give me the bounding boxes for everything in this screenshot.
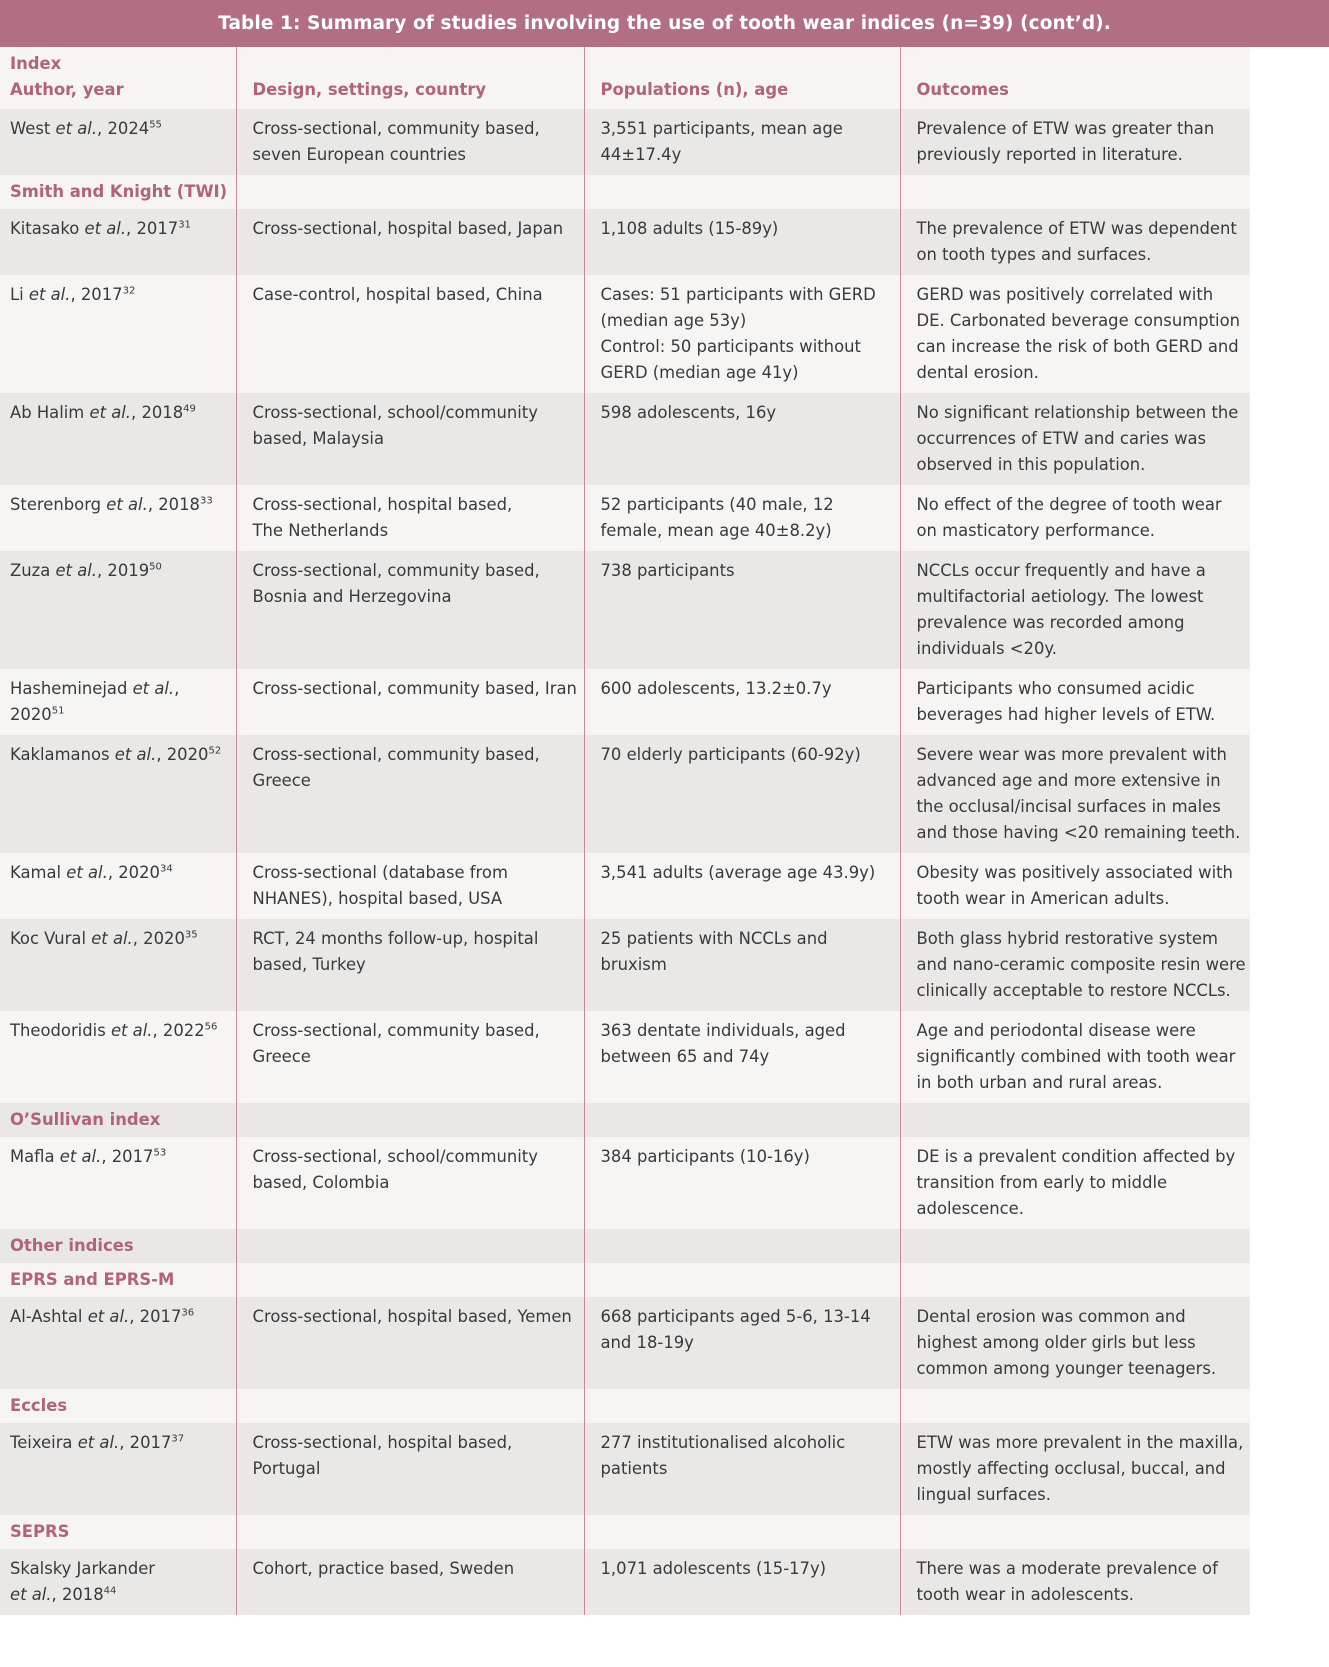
- table-row: [0, 209, 1250, 275]
- table-row: [0, 1011, 1250, 1103]
- population-text: 3,541 adults (average age 43.9y): [600, 863, 876, 882]
- section-row: [0, 1103, 1250, 1137]
- section-label: O’Sullivan index: [10, 1110, 161, 1129]
- design-cell: [236, 1137, 584, 1229]
- outcome-text: DE is a prevalent condition affected by transition from early to middle adolescence.: [916, 1147, 1236, 1218]
- et-al: et al.: [23, 285, 71, 304]
- section-label: EPRS and EPRS-M: [10, 1270, 175, 1289]
- design-text: Cross-sectional, school/community based, Colombia: [252, 1147, 538, 1192]
- population-cell: [584, 1137, 900, 1229]
- author-name: Skalsky Jarkander: [10, 1559, 156, 1578]
- empty-cell: [236, 1515, 584, 1549]
- publication-year: , 2022: [152, 1021, 205, 1040]
- outcome-text: ETW was more prevalent in the maxilla, mostly affecting occlusal, buccal, and lingual surfaces.: [916, 1433, 1244, 1504]
- section-label: Smith and Knight (TWI): [10, 182, 228, 201]
- table-row: [0, 669, 1250, 735]
- design-text: Cross-sectional, community based, Iran: [252, 679, 577, 698]
- outcome-text: NCCLs occur frequently and have a multifactorial aetiology. The lowest prevalence was recorded among individuals <20y.: [916, 561, 1206, 658]
- table-row: [0, 1549, 1250, 1615]
- et-al: et al.: [54, 1147, 102, 1166]
- author-year-cell: [0, 109, 236, 175]
- et-al: et al.: [72, 1433, 120, 1452]
- author-name: Teixeira: [10, 1433, 73, 1452]
- population-cell: [584, 1297, 900, 1389]
- reference-number: 35: [184, 929, 198, 941]
- population-cell: [584, 393, 900, 485]
- empty-cell: [236, 1229, 584, 1263]
- publication-year: , 2017: [101, 1147, 154, 1166]
- et-al: et al.: [109, 745, 157, 764]
- design-text: Cross-sectional (database from NHANES), hospital based, USA: [252, 863, 508, 908]
- author-year-cell: [0, 1011, 236, 1103]
- population-text: 1,108 adults (15-89y): [600, 219, 779, 238]
- design-text: Cross-sectional, school/community based, Malaysia: [252, 403, 538, 448]
- design-text: Cohort, practice based, Sweden: [252, 1559, 515, 1578]
- table-row: [0, 485, 1250, 551]
- author-year-cell: [0, 669, 236, 735]
- population-cell: [584, 853, 900, 919]
- section-label-cell: [0, 1263, 236, 1297]
- author-name: Kaklamanos: [10, 745, 110, 764]
- design-cell: [236, 1423, 584, 1515]
- table-row: [0, 853, 1250, 919]
- design-cell: [236, 1011, 584, 1103]
- table-row: [0, 393, 1250, 485]
- population-cell: [584, 275, 900, 393]
- publication-year: , 2018: [51, 1585, 104, 1604]
- design-cell: [236, 275, 584, 393]
- section-label: SEPRS: [10, 1522, 70, 1541]
- design-text: Cross-sectional, hospital based, Yemen: [252, 1307, 572, 1326]
- section-label: Eccles: [10, 1396, 68, 1415]
- population-cell: [584, 735, 900, 853]
- population-text: 52 participants (40 male, 12 female, mean age 40±8.2y): [600, 495, 834, 540]
- population-cell: [584, 919, 900, 1011]
- publication-year: , 2017: [70, 285, 123, 304]
- design-cell: [236, 109, 584, 175]
- outcome-text: No significant relationship between the occurrences of ETW and caries was observed in this population.: [916, 403, 1239, 474]
- empty-cell: [900, 1515, 1250, 1549]
- reference-number: 56: [204, 1021, 218, 1033]
- et-al: et al.: [79, 219, 127, 238]
- publication-year: , 2017: [126, 219, 179, 238]
- publication-year: , 2020: [10, 679, 180, 724]
- et-al: et al.: [127, 679, 175, 698]
- author-year-cell: [0, 551, 236, 669]
- population-text: 70 elderly participants (60-92y): [600, 745, 861, 764]
- design-cell: [236, 1549, 584, 1615]
- population-cell: [584, 1549, 900, 1615]
- design-cell: [236, 393, 584, 485]
- author-name: Kitasako: [10, 219, 80, 238]
- author-year-cell: [0, 919, 236, 1011]
- population-cell: [584, 485, 900, 551]
- outcome-text: GERD was positively correlated with DE. Carbonated beverage consumption can increase the risk of both GERD and dental erosion.: [916, 285, 1240, 382]
- design-text: Cross-sectional, community based, Bosnia and Herzegovina: [252, 561, 540, 606]
- reference-number: 50: [149, 561, 162, 573]
- author-year-cell: [0, 1137, 236, 1229]
- outcome-cell: [900, 209, 1250, 275]
- author-year-cell: [0, 1297, 236, 1389]
- author-year-cell: [0, 1423, 236, 1515]
- et-al: et al.: [50, 561, 98, 580]
- et-al: et al.: [10, 1585, 52, 1604]
- population-text: 3,551 participants, mean age 44±17.4y: [600, 119, 843, 164]
- empty-cell: [900, 1229, 1250, 1263]
- author-name: Theodoridis: [10, 1021, 106, 1040]
- population-text: 384 participants (10-16y): [600, 1147, 810, 1166]
- population-text: 1,071 adolescents (15-17y): [600, 1559, 827, 1578]
- population-text: Cases: 51 participants with GERD (median age 53y): [600, 285, 876, 330]
- section-label: Other indices: [10, 1236, 134, 1255]
- design-text-line2: The Netherlands: [252, 521, 389, 540]
- table-body: [0, 109, 1250, 1615]
- population-text: 363 dentate individuals, aged between 65 and 74y: [600, 1021, 846, 1066]
- author-name: Ab Halim: [10, 403, 85, 422]
- empty-cell: [584, 1389, 900, 1423]
- design-text: Cross-sectional, hospital based, Portugal: [252, 1433, 513, 1478]
- table-row: [0, 275, 1250, 393]
- outcome-text: No effect of the degree of tooth wear on masticatory performance.: [916, 495, 1222, 540]
- outcome-cell: [900, 669, 1250, 735]
- author-year-cell: [0, 275, 236, 393]
- outcome-cell: [900, 1549, 1250, 1615]
- section-label-cell: [0, 1389, 236, 1423]
- empty-cell: [236, 1263, 584, 1297]
- population-cell: [584, 209, 900, 275]
- table-row: [0, 919, 1250, 1011]
- population-cell: [584, 109, 900, 175]
- design-text: Cross-sectional, community based, seven European countries: [252, 119, 540, 164]
- design-text: Case-control, hospital based, China: [252, 285, 543, 304]
- author-name: Zuza: [10, 561, 51, 580]
- outcome-text: The prevalence of ETW was dependent on tooth types and surfaces.: [916, 219, 1237, 264]
- outcome-cell: [900, 551, 1250, 669]
- header-col1-label: Author, year: [10, 80, 124, 99]
- population-text-line2: Control: 50 participants without GERD (median age 41y): [600, 337, 861, 382]
- publication-year: , 2018: [147, 495, 200, 514]
- population-text: 598 adolescents, 16y: [600, 403, 777, 422]
- et-al: et al.: [82, 1307, 130, 1326]
- author-year-cell: [0, 393, 236, 485]
- population-cell: [584, 1423, 900, 1515]
- author-year-cell: [0, 735, 236, 853]
- population-text: 738 participants: [600, 561, 735, 580]
- outcome-text: Obesity was positively associated with tooth wear in American adults.: [916, 863, 1233, 908]
- reference-number: 33: [199, 495, 213, 507]
- author-name: Koc Vural: [10, 929, 87, 948]
- outcome-cell: [900, 919, 1250, 1011]
- reference-number: 55: [149, 119, 162, 131]
- reference-number: 31: [178, 219, 191, 231]
- author-year-cell: [0, 485, 236, 551]
- table-header-row: [0, 47, 1250, 109]
- publication-year: , 2017: [119, 1433, 172, 1452]
- population-text: 668 participants aged 5-6, 13-14 and 18-19y: [600, 1307, 871, 1352]
- header-index-label: Index: [10, 54, 62, 73]
- empty-cell: [900, 1103, 1250, 1137]
- population-cell: [584, 1011, 900, 1103]
- outcome-cell: [900, 1423, 1250, 1515]
- section-row: [0, 1389, 1250, 1423]
- publication-year: , 2020: [107, 863, 160, 882]
- empty-cell: [900, 1389, 1250, 1423]
- outcome-cell: [900, 393, 1250, 485]
- table-caption: Table 1: Summary of studies involving the use of tooth wear indices (n=39) (cont’d).: [0, 0, 1329, 47]
- et-al: et al.: [86, 929, 133, 948]
- author-year-cell: [0, 853, 236, 919]
- reference-number: 49: [183, 403, 196, 415]
- outcome-cell: [900, 1011, 1250, 1103]
- design-cell: [236, 1297, 584, 1389]
- design-cell: [236, 209, 584, 275]
- empty-cell: [236, 1389, 584, 1423]
- outcome-text: Participants who consumed acidic beverages had higher levels of ETW.: [916, 679, 1216, 724]
- publication-year: , 2020: [132, 929, 185, 948]
- empty-cell: [584, 1515, 900, 1549]
- reference-number: 32: [122, 285, 136, 297]
- section-row: [0, 1515, 1250, 1549]
- design-cell: [236, 853, 584, 919]
- author-name: Al-Ashtal: [10, 1307, 83, 1326]
- section-label-cell: [0, 1229, 236, 1263]
- design-text: RCT, 24 months follow-up, hospital based, Turkey: [252, 929, 539, 974]
- table-row: [0, 109, 1250, 175]
- outcome-text: Both glass hybrid restorative system and nano-ceramic composite resin were clinically acceptable to restore NCCLs.: [916, 929, 1246, 1000]
- author-name: Li: [10, 285, 24, 304]
- publication-year: , 2020: [156, 745, 209, 764]
- table-row: [0, 551, 1250, 669]
- outcome-cell: [900, 109, 1250, 175]
- outcome-text: Severe wear was more prevalent with advanced age and more extensive in the occlusal/incisal surfaces in males and those having <20 remaining teeth.: [916, 745, 1241, 842]
- section-row: [0, 1229, 1250, 1263]
- empty-cell: [900, 1263, 1250, 1297]
- design-cell: [236, 669, 584, 735]
- population-text: 25 patients with NCCLs and bruxism: [600, 929, 828, 974]
- outcome-cell: [900, 735, 1250, 853]
- author-name: Sterenborg: [10, 495, 102, 514]
- population-cell: [584, 669, 900, 735]
- outcome-text: There was a moderate prevalence of tooth wear in adolescents.: [916, 1559, 1218, 1604]
- author-year-cell: [0, 209, 236, 275]
- outcome-cell: [900, 1297, 1250, 1389]
- et-al: et al.: [61, 863, 108, 882]
- design-cell: [236, 551, 584, 669]
- author-name: Kamal: [10, 863, 62, 882]
- design-text: Cross-sectional, hospital based, Japan: [252, 219, 564, 238]
- section-label-cell: [0, 175, 236, 209]
- reference-number: 52: [208, 745, 222, 757]
- publication-year: , 2024: [97, 119, 150, 138]
- reference-number: 51: [51, 705, 65, 717]
- reference-number: 34: [159, 863, 173, 875]
- empty-cell: [900, 175, 1250, 209]
- author-name: West: [10, 119, 51, 138]
- outcome-text: Dental erosion was common and highest among older girls but less common among younger teenagers.: [916, 1307, 1217, 1378]
- publication-year: , 2017: [129, 1307, 182, 1326]
- header-design: Design, settings, country: [236, 47, 584, 109]
- section-label-cell: [0, 1515, 236, 1549]
- empty-cell: [236, 1103, 584, 1137]
- empty-cell: [236, 175, 584, 209]
- empty-cell: [584, 175, 900, 209]
- empty-cell: [584, 1263, 900, 1297]
- et-al: et al.: [101, 495, 148, 514]
- empty-cell: [584, 1229, 900, 1263]
- reference-number: 37: [171, 1433, 185, 1445]
- section-row: [0, 1263, 1250, 1297]
- reference-number: 53: [153, 1147, 167, 1159]
- section-row: [0, 175, 1250, 209]
- design-cell: [236, 919, 584, 1011]
- reference-number: 36: [181, 1307, 195, 1319]
- et-al: et al.: [50, 119, 98, 138]
- publication-year: , 2019: [97, 561, 150, 580]
- publication-year: , 2018: [131, 403, 184, 422]
- design-text: Cross-sectional, community based, Greece: [252, 745, 540, 790]
- table-row: [0, 1137, 1250, 1229]
- author-name: Mafla: [10, 1147, 55, 1166]
- population-cell: [584, 551, 900, 669]
- header-population: Populations (n), age: [584, 47, 900, 109]
- outcome-cell: [900, 485, 1250, 551]
- reference-number: 44: [103, 1585, 117, 1597]
- table-row: [0, 1297, 1250, 1389]
- section-label-cell: [0, 1103, 236, 1137]
- header-author-year: [0, 47, 236, 109]
- outcome-text: Age and periodontal disease were significantly combined with tooth wear in both urban and rural areas.: [916, 1021, 1236, 1092]
- population-text: 277 institutionalised alcoholic patients: [600, 1433, 846, 1478]
- studies-table: [0, 47, 1250, 1615]
- design-cell: [236, 485, 584, 551]
- table-row: [0, 1423, 1250, 1515]
- empty-cell: [584, 1103, 900, 1137]
- population-text: 600 adolescents, 13.2±0.7y: [600, 679, 832, 698]
- outcome-text: Prevalence of ETW was greater than previously reported in literature.: [916, 119, 1215, 164]
- design-text: Cross-sectional, hospital based,: [252, 495, 513, 514]
- et-al: et al.: [105, 1021, 153, 1040]
- table-row: [0, 735, 1250, 853]
- design-text: Cross-sectional, community based, Greece: [252, 1021, 540, 1066]
- author-year-cell: [0, 1549, 236, 1615]
- et-al: et al.: [84, 403, 132, 422]
- design-cell: [236, 735, 584, 853]
- outcome-cell: [900, 1137, 1250, 1229]
- header-outcomes: Outcomes: [900, 47, 1250, 109]
- outcome-cell: [900, 853, 1250, 919]
- outcome-cell: [900, 275, 1250, 393]
- author-name: Hasheminejad: [10, 679, 128, 698]
